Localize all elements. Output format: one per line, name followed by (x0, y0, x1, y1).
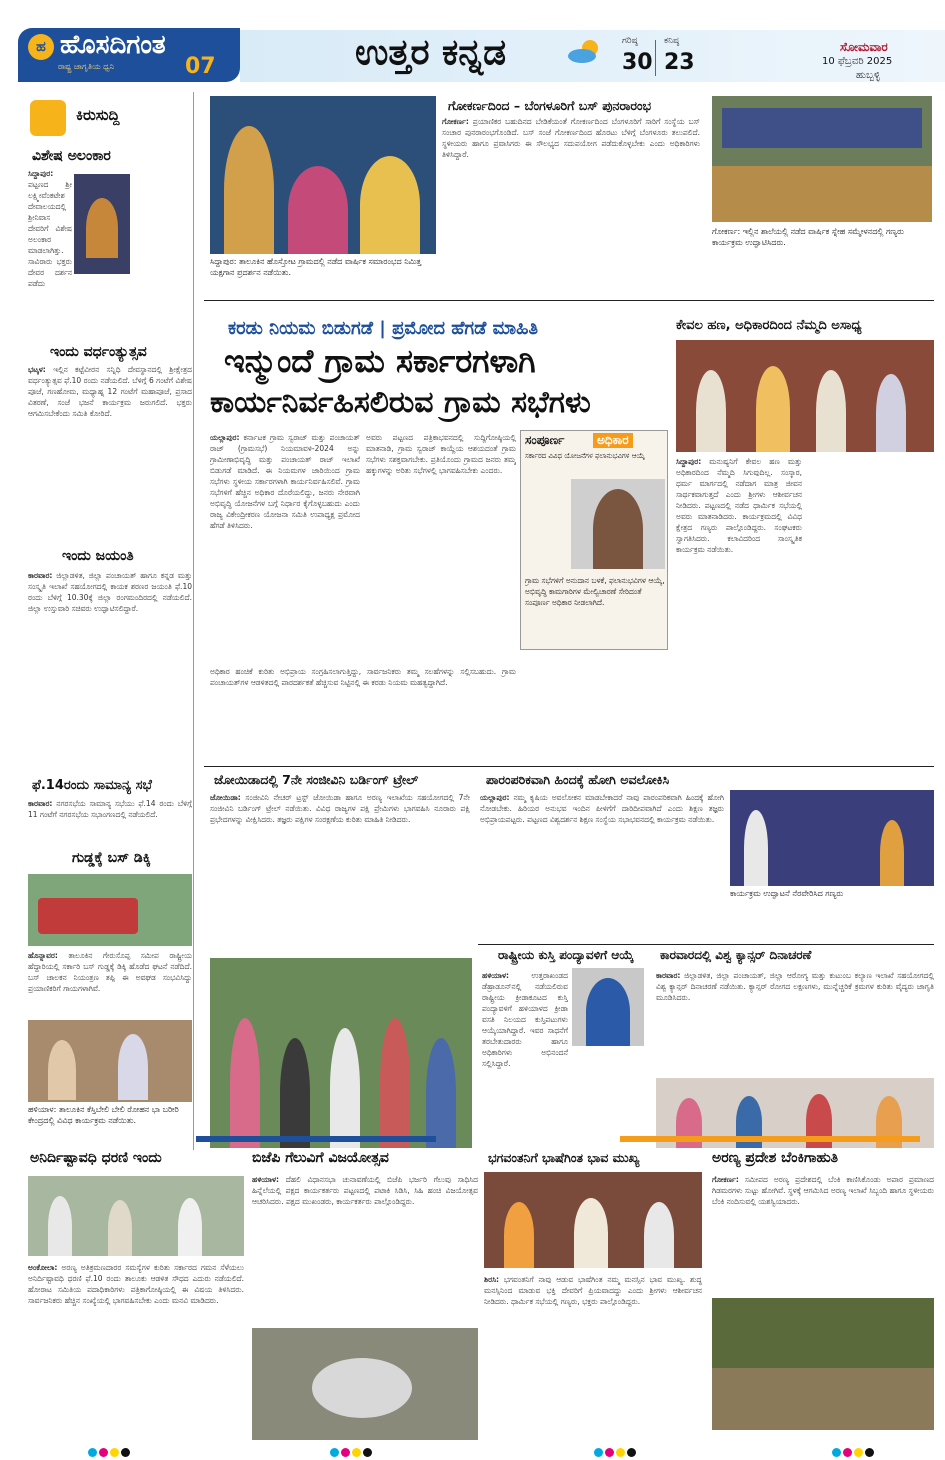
item-heading: ಗುಡ್ಡಕ್ಕೆ ಬಸ್ ಡಿಕ್ಕಿ (72, 850, 151, 866)
story-headline: ರಾಷ್ಟ್ರೀಯ ಕುಸ್ತಿ ಪಂದ್ಯಾವಳಿಗೆ ಆಯ್ಕೆ (498, 948, 634, 962)
box-text: ಗ್ರಾಮ ಸಭೆಗಳಿಗೆ ಅನುದಾನ ಬಳಕೆ, ಫಲಾನುಭವಿಗಳ ಆಯ್ಕೆ, ಅಭಿವೃದ್ಧಿ ಕಾಮಗಾರಿಗಳ ಮೇಲ್ವಿಚಾರಣೆ ಸೇರಿದಂತೆ ಸಂಪೂರ್ಣ ಅಧಿಕಾರ ನೀಡಲಾಗಿದೆ. (525, 576, 665, 607)
color-bar (620, 1136, 920, 1142)
edition-city: ಹುಬ್ಬಳ್ಳಿ (856, 70, 881, 81)
photo-caption: ಹಳಿಯಾಳ: ತಾಲೂಕಿನ ಕೆಸ್ತಿಬೇಲಿ ಬೇಲಿ ರೋಹನ ಭಾ ಬರೀರಿ ಕೇಂದ್ರದಲ್ಲಿ ವಿವಿಧ ಕಾರ್ಯಕ್ರಮ ನಡೆಯಿತು. (28, 1105, 179, 1125)
deity-photo (74, 174, 130, 274)
divider (204, 300, 934, 301)
page-number: 07 (185, 54, 216, 79)
wrestler-photo (572, 968, 644, 1046)
registration-marks (330, 1442, 374, 1460)
sidebar-title: ಕಿರುಸುದ್ದಿ (76, 106, 120, 124)
story-headline: ಭಗವಂತನಿಗೆ ಭಾಷೆಗಿಂತ ಭಾವ ಮುಖ್ಯ (488, 1150, 640, 1165)
item-text-more (28, 292, 192, 336)
lead-text (520, 656, 668, 762)
seminar-photo (730, 790, 934, 886)
item-text: ಹೊನ್ನಾವರ: ತಾಲೂಕಿನ ಗೇರುಸೊಪ್ಪ ಸಮೀಪ ರಾಷ್ಟ್ರೀಯ ಹೆದ್ದಾರಿಯಲ್ಲಿ ಸರ್ಕಾರಿ ಬಸ್ ಗುಡ್ಡಕ್ಕೆ ಡಿಕ್ಕಿ ಹೊಡೆದ ಘಟನೆ ನಡೆದಿದೆ. ಬಸ್ ಚಾಲಕನ ನಿಯಂತ್ರಣ ತಪ್ಪಿ ಈ ಅವಘಡ ಸಂಭವಿಸಿದ್ದು ಪ್ರಯಾಣಿಕರಿಗೆ ಗಾಯಗಳಾಗಿವೆ. (28, 951, 192, 993)
story-text: ಹಳಿಯಾಳ: ದೆಹಲಿ ವಿಧಾನಸಭಾ ಚುನಾವಣೆಯಲ್ಲಿ ಬಿಜೆಪಿ ಭರ್ಜರಿ ಗೆಲುವು ಸಾಧಿಸಿದ ಹಿನ್ನೆಲೆಯಲ್ಲಿ ಪಕ್ಷದ ಕಾರ್ಯಕರ್ತರು ಪಟ್ಟಣದಲ್ಲಿ ಪಟಾಕಿ ಸಿಡಿಸಿ, ಸಿಹಿ ಹಂಚಿ ವಿಜಯೋತ್ಸವ ಆಚರಿಸಿದರು. ಪಕ್ಷದ ಮುಖಂಡರು, ಕಾರ್ಯಕರ್ತರು ಪಾಲ್ಗೊಂಡಿದ್ದರು. (252, 1175, 478, 1206)
story-text: ಸಿದ್ದಾಪುರ: ಮನುಷ್ಯನಿಗೆ ಕೇವಲ ಹಣ ಮತ್ತು ಅಧಿಕಾರದಿಂದ ನೆಮ್ಮದಿ ಸಿಗುವುದಿಲ್ಲ. ಸಂಸ್ಕಾರ, ಧರ್ಮ ಮಾರ್ಗದಲ್ಲಿ ನಡೆದಾಗ ಮಾತ್ರ ಜೀವನ ಸಾರ್ಥಕವಾಗುತ್ತದೆ ಎಂದು ಶ್ರೀಗಳು ಆಶೀರ್ವಚನ ನೀಡಿದರು. ಪಟ್ಟಣದಲ್ಲಿ ನಡೆದ ಧಾರ್ಮಿಕ ಸಭೆಯಲ್ಲಿ ಅವರು ಮಾತನಾಡಿದರು. ಕಾರ್ಯಕ್ರಮದಲ್ಲಿ ವಿವಿಧ ಕ್ಷೇತ್ರದ ಗಣ್ಯರು ಪಾಲ್ಗೊಂಡಿದ್ದರು. ಸಂಘಟಕರು ಸ್ವಾಗತಿಸಿದರು. ಕಲಾವಿದರಿಂದ ಸಾಂಸ್ಕೃತಿಕ ಕಾರ್ಯಕ್ರಮ ನಡೆಯಿತು. (676, 457, 802, 554)
box-subtitle: ಸರ್ಕಾರದ ವಿವಿಧ ಯೋಜನೆಗಳ ಫಲಾನುಭವಿಗಳ ಆಯ್ಕೆ (525, 452, 645, 460)
story-headline: ಪಾರಂಪರಿಕವಾಗಿ ಹಿಂದಕ್ಕೆ ಹೋಗಿ ಅವಲೋಕಿಸಿ (486, 772, 670, 787)
protest-photo (28, 1176, 244, 1256)
partly-cloudy-icon (566, 36, 606, 66)
religious-event-photo (484, 1172, 702, 1268)
sidebar (14, 92, 194, 1150)
min-temp: 23 (664, 50, 695, 75)
item-heading: ಇಂದು ಜಯಂತಿ (62, 548, 134, 564)
celebration-photo (252, 1328, 478, 1440)
story-text: ಅಂಕೋಲಾ: ಅರಣ್ಯ ಅತಿಕ್ರಮಣದಾರರ ಸಮಸ್ಯೆಗಳ ಕುರಿತು ಸರ್ಕಾರದ ಗಮನ ಸೆಳೆಯಲು ಅನಿರ್ದಿಷ್ಟಾವಧಿ ಧರಣಿ ಫೆ.10 ರಂದು ತಾಲೂಕು ಆಡಳಿತ ಸೌಧದ ಎದುರು ನಡೆಯಲಿದೆ. ಹೋರಾಟ ಸಮಿತಿಯ ಪದಾಧಿಕಾರಿಗಳು ಪತ್ರಿಕಾಗೋಷ್ಠಿಯಲ್ಲಿ ಈ ವಿಷಯ ತಿಳಿಸಿದರು. ಸಾರ್ವಜನಿಕರು ಹೆಚ್ಚಿನ ಸಂಖ್ಯೆಯಲ್ಲಿ ಭಾಗವಹಿಸಬೇಕು ಎಂದು ಮನವಿ ಮಾಡಿದರು. (28, 1263, 244, 1305)
emblem-icon: ಹ (28, 34, 54, 60)
lead-text: ಅವರು ಪಟ್ಟಣದ ಪತ್ರಿಕಾಭವನದಲ್ಲಿ ಸುದ್ದಿಗೋಷ್ಠಿಯಲ್ಲಿ ಮಾತನಾಡಿ, ಗ್ರಾಮ ಸ್ವರಾಜ್ ಕಾಯ್ದೆಯ ಆಶಯದಂತೆ ಗ್ರಾಮ ಸಭೆಗಳು ಸಶಕ್ತವಾಗಬೇಕು. ಪ್ರತಿಯೊಂದು ಗ್ರಾಮದ ಜನರು ತಮ್ಮ ಹಕ್ಕುಗಳನ್ನು ಅರಿತು ಸಭೆಗಳಲ್ಲಿ ಭಾಗವಹಿಸಬೇಕು ಎಂದರು. (366, 433, 516, 475)
story-headline: ಬಿಜೆಪಿ ಗೆಲುವಿಗೆ ವಿಜಯೋತ್ಸವ (252, 1150, 389, 1166)
birding-photo (210, 958, 472, 1148)
story-text: ಗೋಕರ್ಣ: ಪ್ರಯಾಣಿಕರ ಬಹುದಿನದ ಬೇಡಿಕೆಯಂತೆ ಗೋಕರ್ಣದಿಂದ ಬೆಂಗಳೂರಿಗೆ ಸಾರಿಗೆ ಸಂಸ್ಥೆಯ ಬಸ್ ಸಂಚಾರ ಪುನರಾರಂಭಗೊಂಡಿದೆ. ಬಸ್ ಸಂಜೆ ಗೋಕರ್ಣದಿಂದ ಹೊರಟು ಬೆಳಿಗ್ಗೆ ಬೆಂಗಳೂರು ತಲುಪಲಿದೆ. ಸ್ಥಳೀಯರು ಹಾಗೂ ಪ್ರವಾಸಿಗರು ಈ ಸೌಲಭ್ಯದ ಸದುಪಯೋಗ ಪಡೆದುಕೊಳ್ಳಬೇಕು ಎಂದು ಅಧಿಕಾರಿಗಳು ತಿಳಿಸಿದ್ದಾರೆ. (442, 117, 700, 159)
masthead (0, 0, 945, 88)
box-title: ಸಂಪೂರ್ಣ (525, 433, 565, 447)
item-heading: ಇಂದು ವರ್ಧಂತ್ಯುತ್ಸವ (50, 344, 147, 360)
max-temp: 30 (622, 50, 653, 75)
story-text: ಕಾರವಾರ: ಜಿಲ್ಲಾಡಳಿತ, ಜಿಲ್ಲಾ ಪಂಚಾಯತ್, ಜಿಲ್ಲಾ ಆರೋಗ್ಯ ಮತ್ತು ಕುಟುಂಬ ಕಲ್ಯಾಣ ಇಲಾಖೆ ಸಹಯೋಗದಲ್ಲಿ ವಿಶ್ವ ಕ್ಯಾನ್ಸರ್ ದಿನಾಚರಣೆ ನಡೆಯಿತು. ಕ್ಯಾನ್ಸರ್ ರೋಗದ ಲಕ್ಷಣಗಳು, ಮುನ್ನೆಚ್ಚರಿಕೆ ಕ್ರಮಗಳ ಕುರಿತು ವೈದ್ಯರು ಜಾಗೃತಿ ಮೂಡಿಸಿದರು. (656, 971, 934, 1002)
divider (204, 766, 934, 767)
color-bar (196, 1136, 436, 1142)
issue-date: 10 ಫೆಬ್ರವರಿ 2025 (822, 56, 893, 67)
lead-text: ಯಲ್ಲಾಪುರ: ಕರ್ನಾಟಕ ಗ್ರಾಮ ಸ್ವರಾಜ್ ಮತ್ತು ಪಂಚಾಯತ್ ರಾಜ್ (ಗ್ರಾಮಸಭೆ) ನಿಯಮಾವಳಿ-2024 ಅನ್ನು ಗ್ರಾಮೀಣಾಭಿವೃದ್ಧಿ ಮತ್ತು ಪಂಚಾಯತ್ ರಾಜ್ ಇಲಾಖೆ ಬಿಡುಗಡೆ ಮಾಡಿದೆ. ಈ ನಿಯಮಗಳ ಜಾರಿಯಿಂದ ಗ್ರಾಮ ಸಭೆಗಳು ಸ್ಥಳೀಯ ಸರ್ಕಾರಗಳಾಗಿ ಕಾರ್ಯನಿರ್ವಹಿಸಲಿವೆ. ಗ್ರಾಮ ಸಭೆಗಳಿಗೆ ಹೆಚ್ಚಿನ ಅಧಿಕಾರ ದೊರೆಯಲಿದ್ದು, ಜನರು ನೇರವಾಗಿ ಅಭಿವೃದ್ಧಿ ಯೋಜನೆಗಳ ಬಗ್ಗೆ ನಿರ್ಧಾರ ಕೈಗೊಳ್ಳಬಹುದು ಎಂದು ರಾಜ್ಯ ವಿಕೇಂದ್ರೀಕರಣ ಯೋಜನಾ ಸಮಿತಿ ಉಪಾಧ್ಯಕ್ಷ ಪ್ರಮೋದ ಹೆಗಡೆ ತಿಳಿಸಿದರು. (210, 433, 360, 530)
story-text: ಯಲ್ಲಾಪುರ: ನಮ್ಮ ಕೃಷಿಯ ಅವಲೋಕನ ಮಾಡಬೇಕಾದರೆ ನಾವು ಪಾರಂಪರಿಕವಾಗಿ ಹಿಂದಕ್ಕೆ ಹೋಗಿ ನೋಡಬೇಕು. ಹಿರಿಯರ ಅನುಭವ ಇಂದಿನ ಪೀಳಿಗೆಗೆ ದಾರಿದೀಪವಾಗಿದೆ ಎಂದು ಶಿಕ್ಷಣ ತಜ್ಞರು ಅಭಿಪ್ರಾಯಪಟ್ಟರು. ಪಟ್ಟಣದ ವಿಶ್ವದರ್ಶನ ಶಿಕ್ಷಣ ಸಂಸ್ಥೆಯ ಸಭಾಭವನದಲ್ಲಿ ಕಾರ್ಯಕ್ರಮ ನಡೆಯಿತು. (480, 793, 724, 824)
portrait-photo (571, 479, 665, 569)
photo-caption: ಸಿದ್ದಾಪುರ: ತಾಲೂಕಿನ ಹೊಸ್ತೋಟ ಗ್ರಾಮದಲ್ಲಿ ನಡೆದ ವಾರ್ಷಿಕ ಸಮಾರಂಭದ ನಿಮಿತ್ತ ಯಕ್ಷಗಾನ ಪ್ರದರ್ಶನ ನಡೆಯಿತು. (210, 257, 422, 277)
story-headline: ಅನಿರ್ದಿಷ್ಟಾವಧಿ ಧರಣಿ ಇಂದು (30, 1150, 162, 1166)
item-text-cont (132, 168, 192, 288)
school-event-photo (712, 96, 932, 222)
info-box (520, 430, 668, 650)
bus-accident-photo (28, 874, 192, 946)
box-title: ಅಧಿಕಾರ (593, 433, 633, 448)
registration-marks (594, 1442, 638, 1460)
registration-marks (832, 1442, 876, 1460)
item-text: ಭಟ್ಕಳ: ಇಲ್ಲಿನ ಕಟ್ಟೆವೀರನ ಸನ್ನಿಧಿ ದೇವಸ್ಥಾನದಲ್ಲಿ ಶ್ರೀಕ್ಷೇತ್ರದ ವರ್ಧಂತ್ಯುತ್ಸವ ಫೆ.10 ರಂದು ನಡೆಯಲಿದೆ. ಬೆಳಿಗ್ಗೆ 6 ಗಂಟೆಗೆ ವಿಶೇಷ ಪೂಜೆ, ಗಣಹೋಮ, ಮಧ್ಯಾಹ್ನ 12 ಗಂಟೆಗೆ ಮಹಾಪೂಜೆ, ಪ್ರಸಾದ ವಿತರಣೆ, ಸಂಜೆ ಭಜನೆ ಕಾರ್ಯಕ್ರಮ ಜರುಗಲಿದೆ. ಭಕ್ತರು ಆಗಮಿಸಬೇಕೆಂದು ಸಮಿತಿ ಕೋರಿದೆ. (28, 365, 192, 418)
item-text: ಕಾರವಾರ: ನಗರಸಭೆಯ ಸಾಮಾನ್ಯ ಸಭೆಯು ಫೆ.14 ರಂದು ಬೆಳಿಗ್ಗೆ 11 ಗಂಟೆಗೆ ನಗರಸಭೆಯ ಸಭಾಂಗಣದಲ್ಲಿ ನಡೆಯಲಿದೆ. (28, 799, 192, 819)
brand-tagline: ರಾಷ್ಟ್ರ ಜಾಗೃತಿಯ ಧ್ವನಿ (58, 62, 115, 71)
story-headline: ಕೇವಲ ಹಣ, ಅಧಿಕಾರದಿಂದ ನೆಮ್ಮದಿ ಅಸಾಧ್ಯ (676, 318, 862, 333)
min-temp-label: ಕನಿಷ್ಠ (664, 36, 680, 46)
yakshagana-photo (210, 96, 436, 254)
story-text: ಹಳಿಯಾಳ: ಉತ್ತರಾಖಂಡದ ಡೆಹ್ರಾಡೂನ್‌ನಲ್ಲಿ ನಡೆಯಲಿರುವ ರಾಷ್ಟ್ರೀಯ ಕ್ರೀಡಾಕೂಟದ ಕುಸ್ತಿ ಪಂದ್ಯಾವಳಿಗೆ ಹಳಿಯಾಳದ ಕ್ರೀಡಾ ವಸತಿ ನಿಲಯದ ಕುಸ್ತಿಪಟುಗಳು ಆಯ್ಕೆಯಾಗಿದ್ದಾರೆ. ಇವರ ಸಾಧನೆಗೆ ತರಬೇತುದಾರರು ಹಾಗೂ ಅಧಿಕಾರಿಗಳು ಅಭಿನಂದನೆ ಸಲ್ಲಿಸಿದ್ದಾರೆ. (482, 971, 568, 1068)
story-headline: ಜೋಯಿಡಾದಲ್ಲಿ 7ನೇ ಸಂಜೀವಿನಿ ಬರ್ಡಿಂಗ್ ಟ್ರೇಲ್ (214, 772, 419, 787)
item-heading: ಫೆ.14ರಂದು ಸಾಮಾನ್ಯ ಸಭೆ (32, 778, 152, 793)
photo-caption: ಕಾರ್ಯಕ್ರಮ ಉದ್ಘಾಟನೆ ನೆರವೇರಿಸಿದ ಗಣ್ಯರು (730, 889, 844, 898)
item-heading: ವಿಶೇಷ ಅಲಂಕಾರ (32, 148, 111, 164)
stage-photo (676, 340, 934, 452)
lead-headline: ಇನ್ಮುಂದೆ ಗ್ರಾಮ ಸರ್ಕಾರಗಳಾಗಿ (224, 342, 536, 380)
photo-caption: ಗೋಕರ್ಣ: ಇಲ್ಲಿನ ಶಾಲೆಯಲ್ಲಿ ನಡೆದ ವಾರ್ಷಿಕ ಸ್ನೇಹ ಸಮ್ಮೇಳನದಲ್ಲಿ ಗಣ್ಯರು ಕಾರ್ಯಕ್ರಮ ಉದ್ಘಾಟಿಸಿದರು. (712, 227, 904, 247)
brand-name: ಹೊಸದಿಗಂತ (60, 30, 166, 60)
story-headline: ಗೋಕರ್ಣದಿಂದ – ಬೆಂಗಳೂರಿಗೆ ಬಸ್ ಪುನರಾರಂಭ (448, 98, 652, 113)
registration-marks (88, 1442, 132, 1460)
item-text: ಕಾರವಾರ: ಜಿಲ್ಲಾಡಳಿತ, ಜಿಲ್ಲಾ ಪಂಚಾಯತ್ ಹಾಗೂ ಕನ್ನಡ ಮತ್ತು ಸಂಸ್ಕೃತಿ ಇಲಾಖೆ ಸಹಯೋಗದಲ್ಲಿ ಕಾಯಕ ಶರಣರ ಜಯಂತಿ ಫೆ.10 ರಂದು ಬೆಳಿಗ್ಗೆ 10.30ಕ್ಕೆ ಜಿಲ್ಲಾ ರಂಗಮಂದಿರದಲ್ಲಿ ನಡೆಯಲಿದೆ. ಜಿಲ್ಲಾ ಉಸ್ತುವಾರಿ ಸಚಿವರು ಉದ್ಘಾಟಿಸಲಿದ್ದಾರೆ. (28, 571, 192, 613)
story-text-cont (808, 456, 934, 762)
section-title: ಉತ್ತರ ಕನ್ನಡ (355, 32, 507, 73)
story-headline: ಕಾರವಾರದಲ್ಲಿ ವಿಶ್ವ ಕ್ಯಾನ್ಸರ್ ದಿನಾಚರಣೆ (660, 948, 812, 962)
event-photo (28, 1020, 192, 1102)
forest-fire-photo (712, 1298, 934, 1430)
lead-text: ಅಧಿಕಾರ ಹಂಚಿಕೆ ಕುರಿತು ಅಭಿಪ್ರಾಯ ಸಂಗ್ರಹಿಸಲಾಗುತ್ತಿದ್ದು, ಸಾರ್ವಜನಿಕರು ತಮ್ಮ ಸಲಹೆಗಳನ್ನು ಸಲ್ಲಿಸಬಹುದು. ಗ್ರಾಮ ಪಂಚಾಯತ್‌ಗಳ ಆಡಳಿತದಲ್ಲಿ ಪಾರದರ್ಶಕತೆ ಹೆಚ್ಚಿಸುವ ನಿಟ್ಟಿನಲ್ಲಿ ಈ ಕರಡು ನಿಯಮ ಮಹತ್ವದ್ದಾಗಿದೆ. (210, 667, 516, 687)
divider (478, 944, 934, 945)
story-text: ಶಿರಸಿ: ಭಗವಂತನಿಗೆ ನಾವು ಆಡುವ ಭಾಷೆಗಿಂತ ನಮ್ಮ ಮನಸ್ಸಿನ ಭಾವ ಮುಖ್ಯ. ಶುದ್ಧ ಮನಸ್ಸಿನಿಂದ ಮಾಡುವ ಭಕ್ತಿ ದೇವರಿಗೆ ಪ್ರಿಯವಾದದ್ದು ಎಂದು ಶ್ರೀಗಳು ಆಶೀರ್ವಚನ ನೀಡಿದರು. ಧಾರ್ಮಿಕ ಸಭೆಯಲ್ಲಿ ಗಣ್ಯರು, ಭಕ್ತರು ಪಾಲ್ಗೊಂಡಿದ್ದರು. (484, 1275, 702, 1306)
weekday: ಸೋಮವಾರ (840, 40, 888, 54)
spacer (574, 1046, 644, 1052)
story-text: ಗೋಕರ್ಣ: ಸಮೀಪದ ಅರಣ್ಯ ಪ್ರದೇಶದಲ್ಲಿ ಬೆಂಕಿ ಕಾಣಿಸಿಕೊಂಡು ಅಪಾರ ಪ್ರಮಾಣದ ಗಿಡಮರಗಳು ಸುಟ್ಟು ಹೋಗಿವೆ. ಸ್ಥಳಕ್ಕೆ ಆಗಮಿಸಿದ ಅರಣ್ಯ ಇಲಾಖೆ ಸಿಬ್ಬಂದಿ ಹಾಗೂ ಸ್ಥಳೀಯರು ಬೆಂಕಿ ನಂದಿಸುವಲ್ಲಿ ಯಶಸ್ವಿಯಾದರು. (712, 1175, 934, 1206)
hand-icon (30, 100, 66, 136)
item-text: ಸಿದ್ದಾಪುರ: ಪಟ್ಟಣದ ಶ್ರೀ ಲಕ್ಷ್ಮೀವೆಂಕಟೇಶ ದೇವಾಲಯದಲ್ಲಿ ಶ್ರೀನಿವಾಸ ದೇವರಿಗೆ ವಿಶೇಷ ಅಲಂಕಾರ ಮಾಡಲಾಗಿತ್ತು. ಸಾವಿರಾರು ಭಕ್ತರು ದೇವರ ದರ್ಶನ ಪಡೆದು (28, 169, 72, 288)
divider (655, 40, 656, 76)
story-headline: ಅರಣ್ಯ ಪ್ರದೇಶ ಬೆಂಕಿಗಾಹುತಿ (712, 1150, 839, 1166)
lead-headline: ಕಾರ್ಯನಿರ್ವಹಿಸಲಿರುವ ಗ್ರಾಮ ಸಭೆಗಳು (210, 385, 591, 420)
lead-kicker: ಕರಡು ನಿಯಮ ಬಿಡುಗಡೆ | ಪ್ರಮೋದ ಹೆಗಡೆ ಮಾಹಿತಿ (228, 318, 538, 339)
max-temp-label: ಗರಿಷ್ಠ (622, 36, 638, 46)
story-text: ಜೋಯಿಡಾ: ಸಂಜೀವಿನಿ ನೇಚರ್ ಟ್ರಸ್ಟ್ ಜೋಯಿಡಾ ಹಾಗೂ ಅರಣ್ಯ ಇಲಾಖೆಯ ಸಹಯೋಗದಲ್ಲಿ 7ನೇ ಸಂಜೀವಿನಿ ಬರ್ಡಿಂಗ್ ಟ್ರೇಲ್ ನಡೆಯಿತು. ವಿವಿಧ ರಾಜ್ಯಗಳ ಪಕ್ಷಿ ಪ್ರೇಮಿಗಳು ಭಾಗವಹಿಸಿ ನೂರಾರು ಪಕ್ಷಿ ಪ್ರಭೇದಗಳನ್ನು ವೀಕ್ಷಿಸಿದರು. ತಜ್ಞರು ಪಕ್ಷಿಗಳ ಸಂರಕ್ಷಣೆಯ ಕುರಿತು ಮಾಹಿತಿ ನೀಡಿದರು. (210, 793, 470, 824)
